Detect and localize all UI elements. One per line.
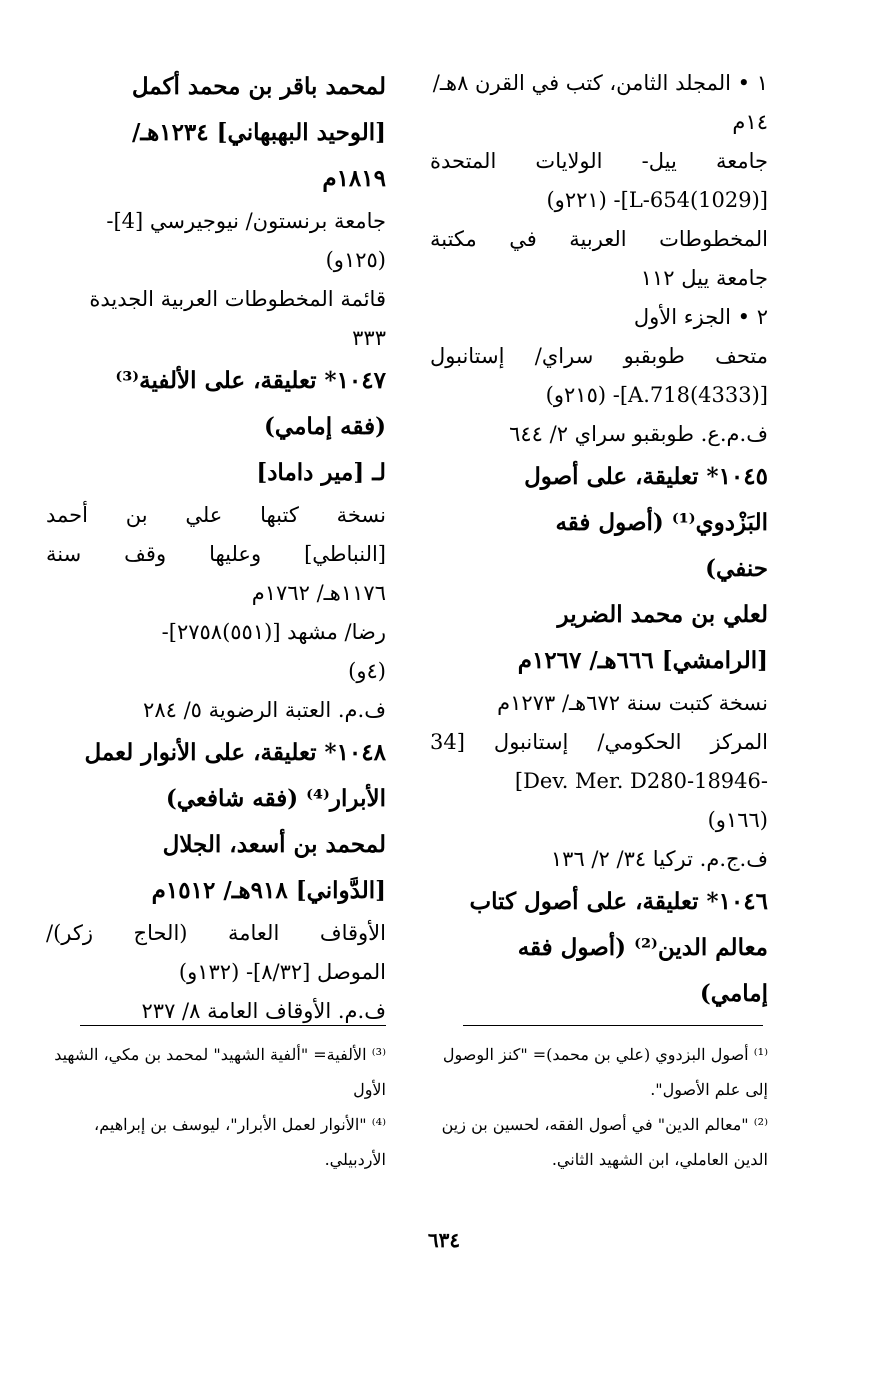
left-column-line: [الدَّواني] ٩١٨هـ/ ١٥١٢م — [151, 877, 386, 904]
right-column-line: -Dev. Mer. D280-18946] — [514, 769, 768, 793]
left-column-line: رضا/ مشهد [(٥٥١)٢٧٥٨]- — [161, 620, 386, 644]
right-column-line: ١ • المجلد الثامن، كتب في القرن ٨هـ/ — [432, 71, 768, 95]
left-column-line: (٤و) — [348, 659, 386, 683]
left-column-line: (فقه إمامي) — [264, 413, 386, 440]
left-column-line: ١٠٤٨* تعليقة، على الأنوار لعمل — [84, 739, 386, 766]
right-column-line: لعلي بن محمد الضرير — [557, 601, 768, 628]
left-column-line: الموصل [٨/٣٢]- (١٣٢و) — [178, 960, 386, 984]
left-column-line: الأبرار⁽⁴⁾ (فقه شافعي) — [165, 785, 386, 812]
left-column-line: ٣٣٣ — [352, 326, 386, 350]
left-column-line: [الوحيد البهبهاني] ١٢٣٤هـ/ — [131, 119, 386, 146]
footnote-rule-right — [463, 1025, 763, 1026]
page-number: ٦٣٤ — [427, 1228, 461, 1252]
left-column-line: ف.م. الأوقاف العامة ٨/ ٢٣٧ — [141, 999, 386, 1023]
right-column-line: إمامي) — [699, 980, 768, 1007]
left-column-line: الأوقاف العامة (الحاج زكر)/ — [46, 921, 386, 945]
footnote-line: ⁽²⁾ "معالم الدين" في أصول الفقه، لحسين بن زين — [441, 1115, 768, 1134]
left-column-line: لمحمد باقر بن محمد أكمل — [131, 73, 386, 100]
left-column-line: [النباطي] وعليها وقف سنة — [46, 542, 386, 566]
footnotes-left — [46, 1037, 386, 1177]
left-column-line: ١٠٤٧* تعليقة، على الألفية⁽³⁾ — [115, 367, 386, 394]
left-column-line: قائمة المخطوطات العربية الجديدة — [89, 287, 386, 311]
right-column-line: ٢ • الجزء الأول — [633, 305, 768, 329]
right-column-line: البَزْدوي⁽¹⁾ (أصول فقه — [555, 509, 768, 536]
right-column-line: [الرامشي] ٦٦٦هـ/ ١٢٦٧م — [517, 647, 768, 674]
footnote-line: ⁽³⁾ الألفية= "ألفية الشهيد" لمحمد بن مكي، الشهيد — [54, 1045, 386, 1064]
right-column-line: [A.718(4333)]- (٢١٥و) — [545, 383, 768, 407]
left-column — [46, 64, 386, 1031]
left-column-line: لمحمد بن أسعد، الجلال — [162, 831, 386, 858]
left-column-line: ١١٧٦هـ/ ١٧٦٢م — [251, 581, 386, 605]
right-column-line: ف.ج.م. تركيا ٣٤/ ٢/ ١٣٦ — [550, 847, 768, 871]
left-column-line: (١٢٥و) — [325, 248, 386, 272]
left-column-line: جامعة برنستون/ نيوجيرسي [4]- — [106, 209, 386, 233]
right-column-line: ١٠٤٥* تعليقة، على أصول — [524, 463, 768, 490]
right-column-line: (١٦٦و) — [707, 808, 768, 832]
right-column — [430, 64, 768, 1017]
footnote-rule-left — [80, 1025, 386, 1026]
left-column-line: نسخة كتبها علي بن أحمد — [46, 503, 386, 527]
footnote-line: ⁽¹⁾ أصول البزدوي (علي بن محمد)= "كنز الوصول — [442, 1045, 768, 1064]
right-column-line: نسخة كتبت سنة ٦٧٢هـ/ ١٢٧٣م — [497, 691, 768, 715]
right-column-line: متحف طوبقبو سراي/ إستانبول — [430, 344, 768, 368]
footnote-line: الأردبيلي. — [324, 1150, 386, 1169]
footnote-line: ⁽⁴⁾ "الأنوار لعمل الأبرار"، ليوسف بن إبراهيم، — [94, 1115, 386, 1134]
footnote-line: إلى علم الأصول". — [650, 1080, 768, 1099]
right-column-line: ١٤م — [732, 110, 768, 134]
footnote-line: الأول — [353, 1080, 386, 1099]
right-column-line: ف.م.ع. طوبقبو سراي ٢/ ٦٤٤ — [509, 422, 768, 446]
footnotes-right — [430, 1037, 768, 1177]
left-column-line: لـ [مير داماد] — [256, 459, 386, 486]
right-column-line: معالم الدين⁽²⁾ (أصول فقه — [517, 934, 768, 961]
left-column-line: ١٨١٩م — [322, 165, 386, 192]
right-column-line: المركز الحكومي/ إستانبول [34 — [430, 730, 768, 754]
right-column-line: المخطوطات العربية في مكتبة — [430, 227, 768, 251]
left-column-line: ف.م. العتبة الرضوية ٥/ ٢٨٤ — [143, 698, 386, 722]
right-column-line: جامعة ييل- الولايات المتحدة — [430, 149, 768, 173]
right-column-line: [L-654(1029)]- (٢٢١و) — [546, 188, 768, 212]
footnote-line: الدين العاملي، ابن الشهيد الثاني. — [551, 1150, 768, 1169]
right-column-line: جامعة ييل ١١٢ — [640, 266, 768, 290]
right-column-line: حنفي) — [705, 555, 768, 582]
right-column-line: ١٠٤٦* تعليقة، على أصول كتاب — [469, 888, 768, 915]
